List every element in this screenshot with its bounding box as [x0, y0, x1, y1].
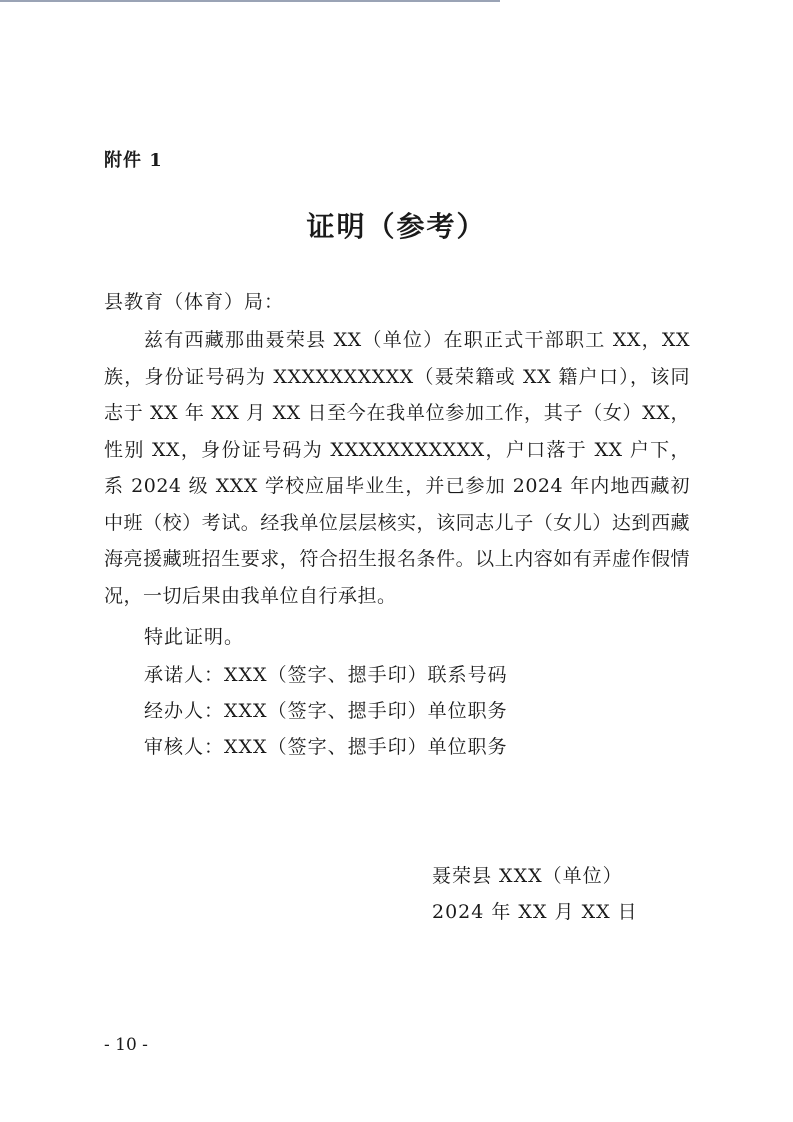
signatory-reviewer: 审核人：XXX（签字、摁手印）单位职务: [144, 736, 508, 758]
issue-date: 2024 年 XX 月 XX 日: [432, 901, 638, 923]
document-title: 证明（参考）: [306, 210, 487, 243]
signatory-handler: 经办人：XXX（签字、摁手印）单位职务: [144, 700, 508, 722]
signatory-promisor: 承诺人：XXX（签字、摁手印）联系号码: [144, 664, 508, 686]
salutation: 县教育（体育）局：: [104, 291, 285, 313]
body-paragraph: 兹有西藏那曲聂荣县 XX（单位）在职正式干部职工 XX，XX 族，身份证号码为 XXXXXXXXXX（聂荣籍或 XX 籍户口），该同志于 XX 年 XX 月 XX 日至今在我单位参加工作，其子（女）XX，性别 XX，身份证号码为 XXXXXXXXXXX，户口落于 XX 户下，系 2024 级 XXX 学校应届毕业生，并已参加 2024 年内地西藏初中班（校）考试。经我单位层层核实，该同志儿子（女儿）达到西藏海亮援藏班招生要求，符合招生报名条件。以上内容如有弄虚作假情况，一切后果由我单位自行承担。: [104, 329, 690, 607]
issuer-unit: 聂荣县 XXX（单位）: [432, 865, 623, 887]
attachment-label: 附件 1: [104, 150, 163, 171]
closing-line: 特此证明。: [144, 626, 245, 648]
page-number: - 10 -: [104, 1035, 148, 1055]
top-rule: [0, 0, 500, 2]
